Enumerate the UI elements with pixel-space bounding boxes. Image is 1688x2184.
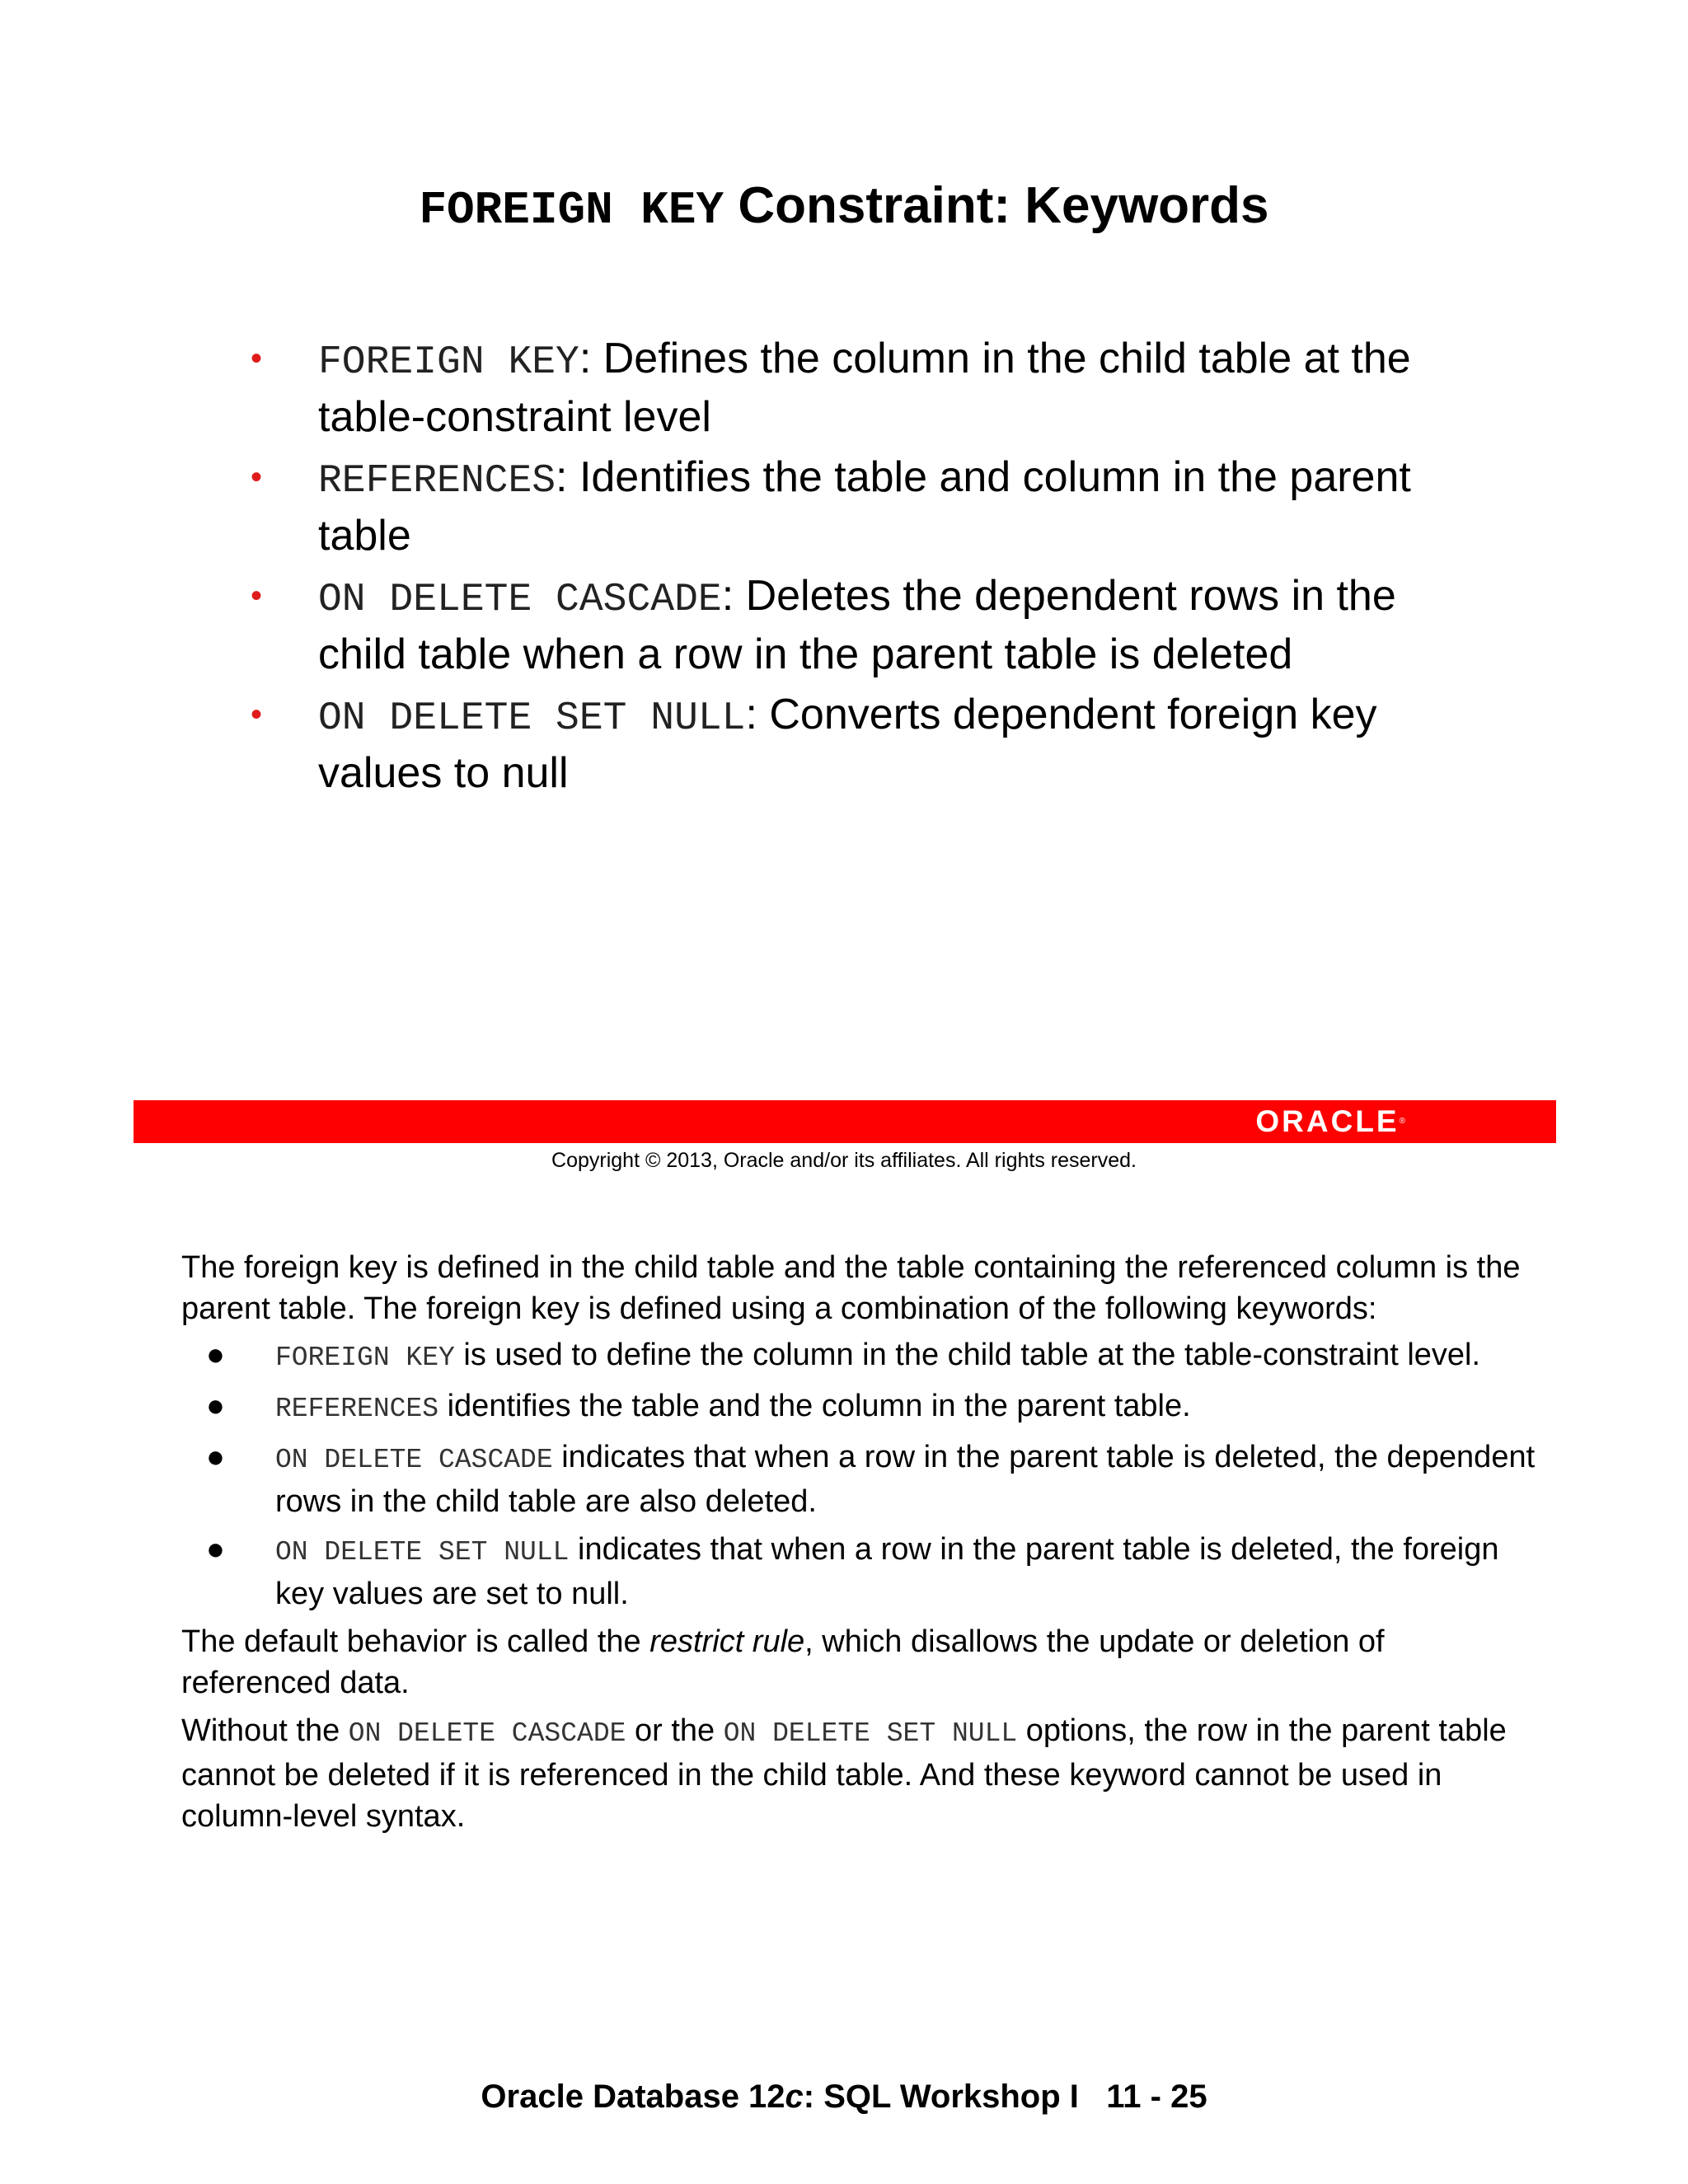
slide-bullet-text: : Defines the column in the child table at the table-constraint level bbox=[318, 335, 1411, 441]
notes-bullet-text: is used to define the column in the child table at the table-constraint level. bbox=[454, 1338, 1481, 1372]
notes-section bbox=[181, 1247, 1541, 1837]
notes-default-paragraph bbox=[181, 1621, 1541, 1704]
notes-without-pre: Without the bbox=[181, 1713, 349, 1748]
slide-bullet-item bbox=[242, 569, 1479, 682]
notes-without-code: ON DELETE SET NULL bbox=[723, 1718, 1018, 1749]
notes-bullet-code: ON DELETE CASCADE bbox=[275, 1445, 553, 1475]
oracle-logo-text: ORACLE bbox=[1255, 1104, 1400, 1138]
notes-bullet-list bbox=[181, 1334, 1541, 1615]
bullet-icon: • bbox=[251, 340, 263, 377]
notes-bullet-item bbox=[181, 1385, 1541, 1430]
bullet-icon: • bbox=[251, 578, 263, 614]
slide-bullet-code: FOREIGN KEY bbox=[318, 340, 579, 385]
notes-bullet-code: FOREIGN KEY bbox=[275, 1343, 455, 1373]
bullet-icon: • bbox=[251, 459, 263, 495]
slide-bullet-list bbox=[242, 331, 1479, 806]
footer-pre: Oracle Database 12 bbox=[481, 2079, 785, 2115]
slide-bullet-text: : Converts dependent foreign key values to null bbox=[318, 691, 1377, 797]
slide-bullet-code: ON DELETE CASCADE bbox=[318, 578, 722, 622]
copyright-notice: Copyright © 2013, Oracle and/or its affiliates. All rights reserved. bbox=[551, 1149, 1137, 1172]
slide-title-code: FOREIGN KEY bbox=[419, 184, 724, 237]
slide-bullet-text: : Deletes the dependent rows in the child table when a row in the parent table is deleted bbox=[318, 572, 1396, 678]
slide-bullet-item bbox=[242, 450, 1479, 563]
registered-mark: ® bbox=[1399, 1117, 1405, 1126]
notes-bullet-item bbox=[181, 1436, 1541, 1522]
bullet-icon: ● bbox=[206, 1532, 225, 1567]
bullet-icon: • bbox=[251, 696, 263, 733]
slide-bullet-text: : Identifies the table and column in the parent table bbox=[318, 453, 1411, 560]
notes-bullet-text: indicates that when a row in the parent table is deleted, the foreign key values are set to null. bbox=[275, 1532, 1499, 1611]
slide-title-text: Constraint: Keywords bbox=[738, 177, 1269, 234]
bullet-icon: ● bbox=[206, 1389, 225, 1423]
notes-bullet-code: ON DELETE SET NULL bbox=[275, 1537, 570, 1568]
footer-post: : SQL Workshop I 11 - 25 bbox=[803, 2079, 1207, 2115]
footer-italic: c bbox=[785, 2079, 804, 2115]
page-footer bbox=[0, 2077, 1688, 2116]
bullet-icon: ● bbox=[206, 1338, 225, 1372]
notes-without-paragraph bbox=[181, 1710, 1541, 1837]
notes-bullet-item bbox=[181, 1529, 1541, 1615]
notes-bullet-text: indicates that when a row in the parent table is deleted, the dependent rows in the child table are also deleted. bbox=[275, 1440, 1536, 1519]
notes-intro: The foreign key is defined in the child table and the table containing the referenced column is the parent table. The foreign key is defined using a combination of the following keywords: bbox=[181, 1250, 1521, 1326]
oracle-brand-bar bbox=[134, 1100, 1556, 1143]
notes-default-pre: The default behavior is called the bbox=[181, 1624, 650, 1659]
notes-without-code: ON DELETE CASCADE bbox=[348, 1718, 626, 1749]
notes-default-post: , which disallows the update or deletion of referenced data. bbox=[181, 1624, 1385, 1700]
bullet-icon: ● bbox=[206, 1440, 225, 1474]
notes-without-post: options, the row in the parent table cannot be deleted if it is referenced in the child table. And these keyword cannot be used in column-level syntax. bbox=[181, 1713, 1507, 1834]
slide-bullet-item bbox=[242, 687, 1479, 800]
notes-bullet-item bbox=[181, 1334, 1541, 1379]
slide-title bbox=[0, 176, 1688, 240]
oracle-logo bbox=[1255, 1104, 1405, 1140]
notes-default-emphasis: restrict rule bbox=[649, 1624, 805, 1659]
slide-bullet-code: ON DELETE SET NULL bbox=[318, 696, 746, 741]
notes-bullet-code: REFERENCES bbox=[275, 1394, 439, 1424]
slide-bullet-item bbox=[242, 331, 1479, 444]
notes-bullet-text: identifies the table and the column in the parent table. bbox=[438, 1389, 1191, 1423]
notes-without-mid: or the bbox=[626, 1713, 724, 1748]
slide-bullet-code: REFERENCES bbox=[318, 459, 556, 504]
